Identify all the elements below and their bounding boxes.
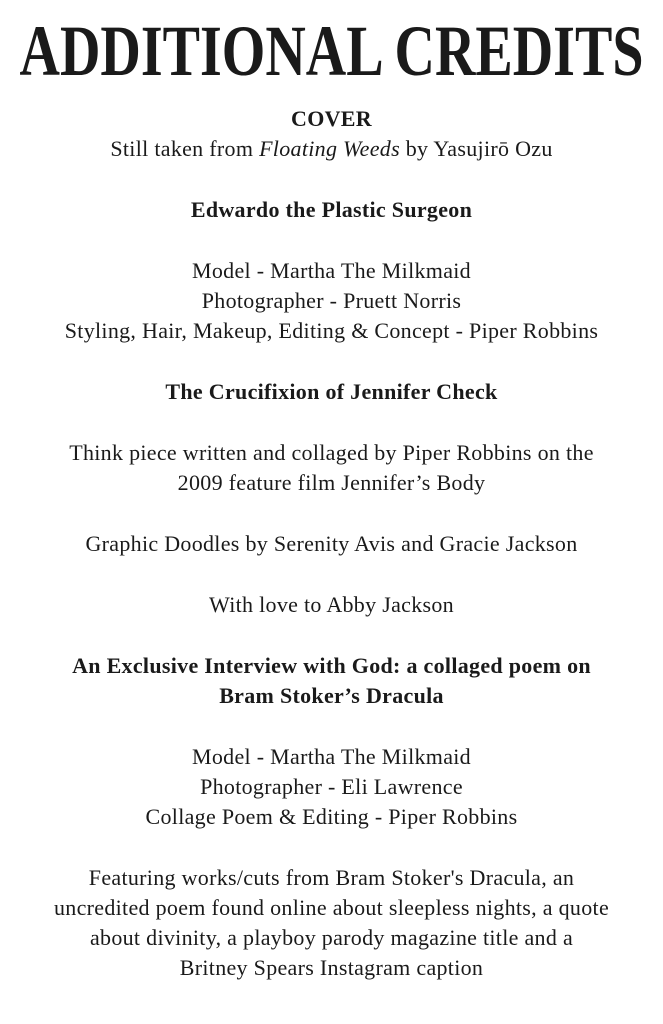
dedication-line: With love to Abby Jackson bbox=[209, 592, 454, 617]
section-heading-line: An Exclusive Interview with God: a collaged poem on bbox=[72, 653, 591, 678]
spacer bbox=[0, 346, 663, 377]
featuring-line: Britney Spears Instagram caption bbox=[179, 955, 484, 980]
cover-section bbox=[0, 104, 663, 164]
spacer bbox=[0, 407, 663, 438]
spacer bbox=[0, 832, 663, 863]
featuring-line: uncredited poem found online about sleepless nights, a quote bbox=[53, 895, 610, 920]
cover-credit-suffix: by Yasujirō Ozu bbox=[399, 136, 553, 161]
spacer bbox=[0, 559, 663, 590]
cover-credit-line bbox=[0, 134, 663, 164]
cover-credit-prefix: Still taken from bbox=[110, 136, 260, 161]
featuring-line: about divinity, a playboy parody magazine title and a bbox=[89, 925, 574, 950]
credit-line: Model - Martha The Milkmaid bbox=[192, 744, 471, 769]
credit-line: Photographer - Eli Lawrence bbox=[200, 774, 463, 799]
spacer bbox=[0, 620, 663, 651]
description-line: Think piece written and collaged by Piper Robbins on the bbox=[69, 440, 594, 465]
film-title: Floating Weeds bbox=[259, 136, 400, 161]
description-line: 2009 feature film Jennifer’s Body bbox=[177, 470, 486, 495]
spacer bbox=[0, 164, 663, 195]
section-crucifixion bbox=[0, 377, 663, 620]
page-title: ADDITIONAL CREDITS bbox=[19, 12, 644, 92]
section-heading-line: Bram Stoker’s Dracula bbox=[219, 683, 444, 708]
featuring-line: Featuring works/cuts from Bram Stoker's Dracula, an bbox=[88, 865, 575, 890]
credit-line: Model - Martha The Milkmaid bbox=[192, 258, 471, 283]
credit-line: Photographer - Pruett Norris bbox=[201, 288, 462, 313]
section-edwardo bbox=[0, 195, 663, 346]
spacer bbox=[0, 225, 663, 256]
spacer bbox=[0, 711, 663, 742]
section-heading: The Crucifixion of Jennifer Check bbox=[165, 379, 498, 404]
cover-heading: COVER bbox=[291, 106, 372, 131]
spacer bbox=[0, 498, 663, 529]
credit-line: Collage Poem & Editing - Piper Robbins bbox=[145, 804, 518, 829]
section-interview-with-god bbox=[0, 651, 663, 983]
section-heading: Edwardo the Plastic Surgeon bbox=[190, 197, 473, 222]
credit-line: Styling, Hair, Makeup, Editing & Concept - Piper Robbins bbox=[64, 318, 599, 343]
doodles-credit-line: Graphic Doodles by Serenity Avis and Gracie Jackson bbox=[85, 531, 578, 556]
